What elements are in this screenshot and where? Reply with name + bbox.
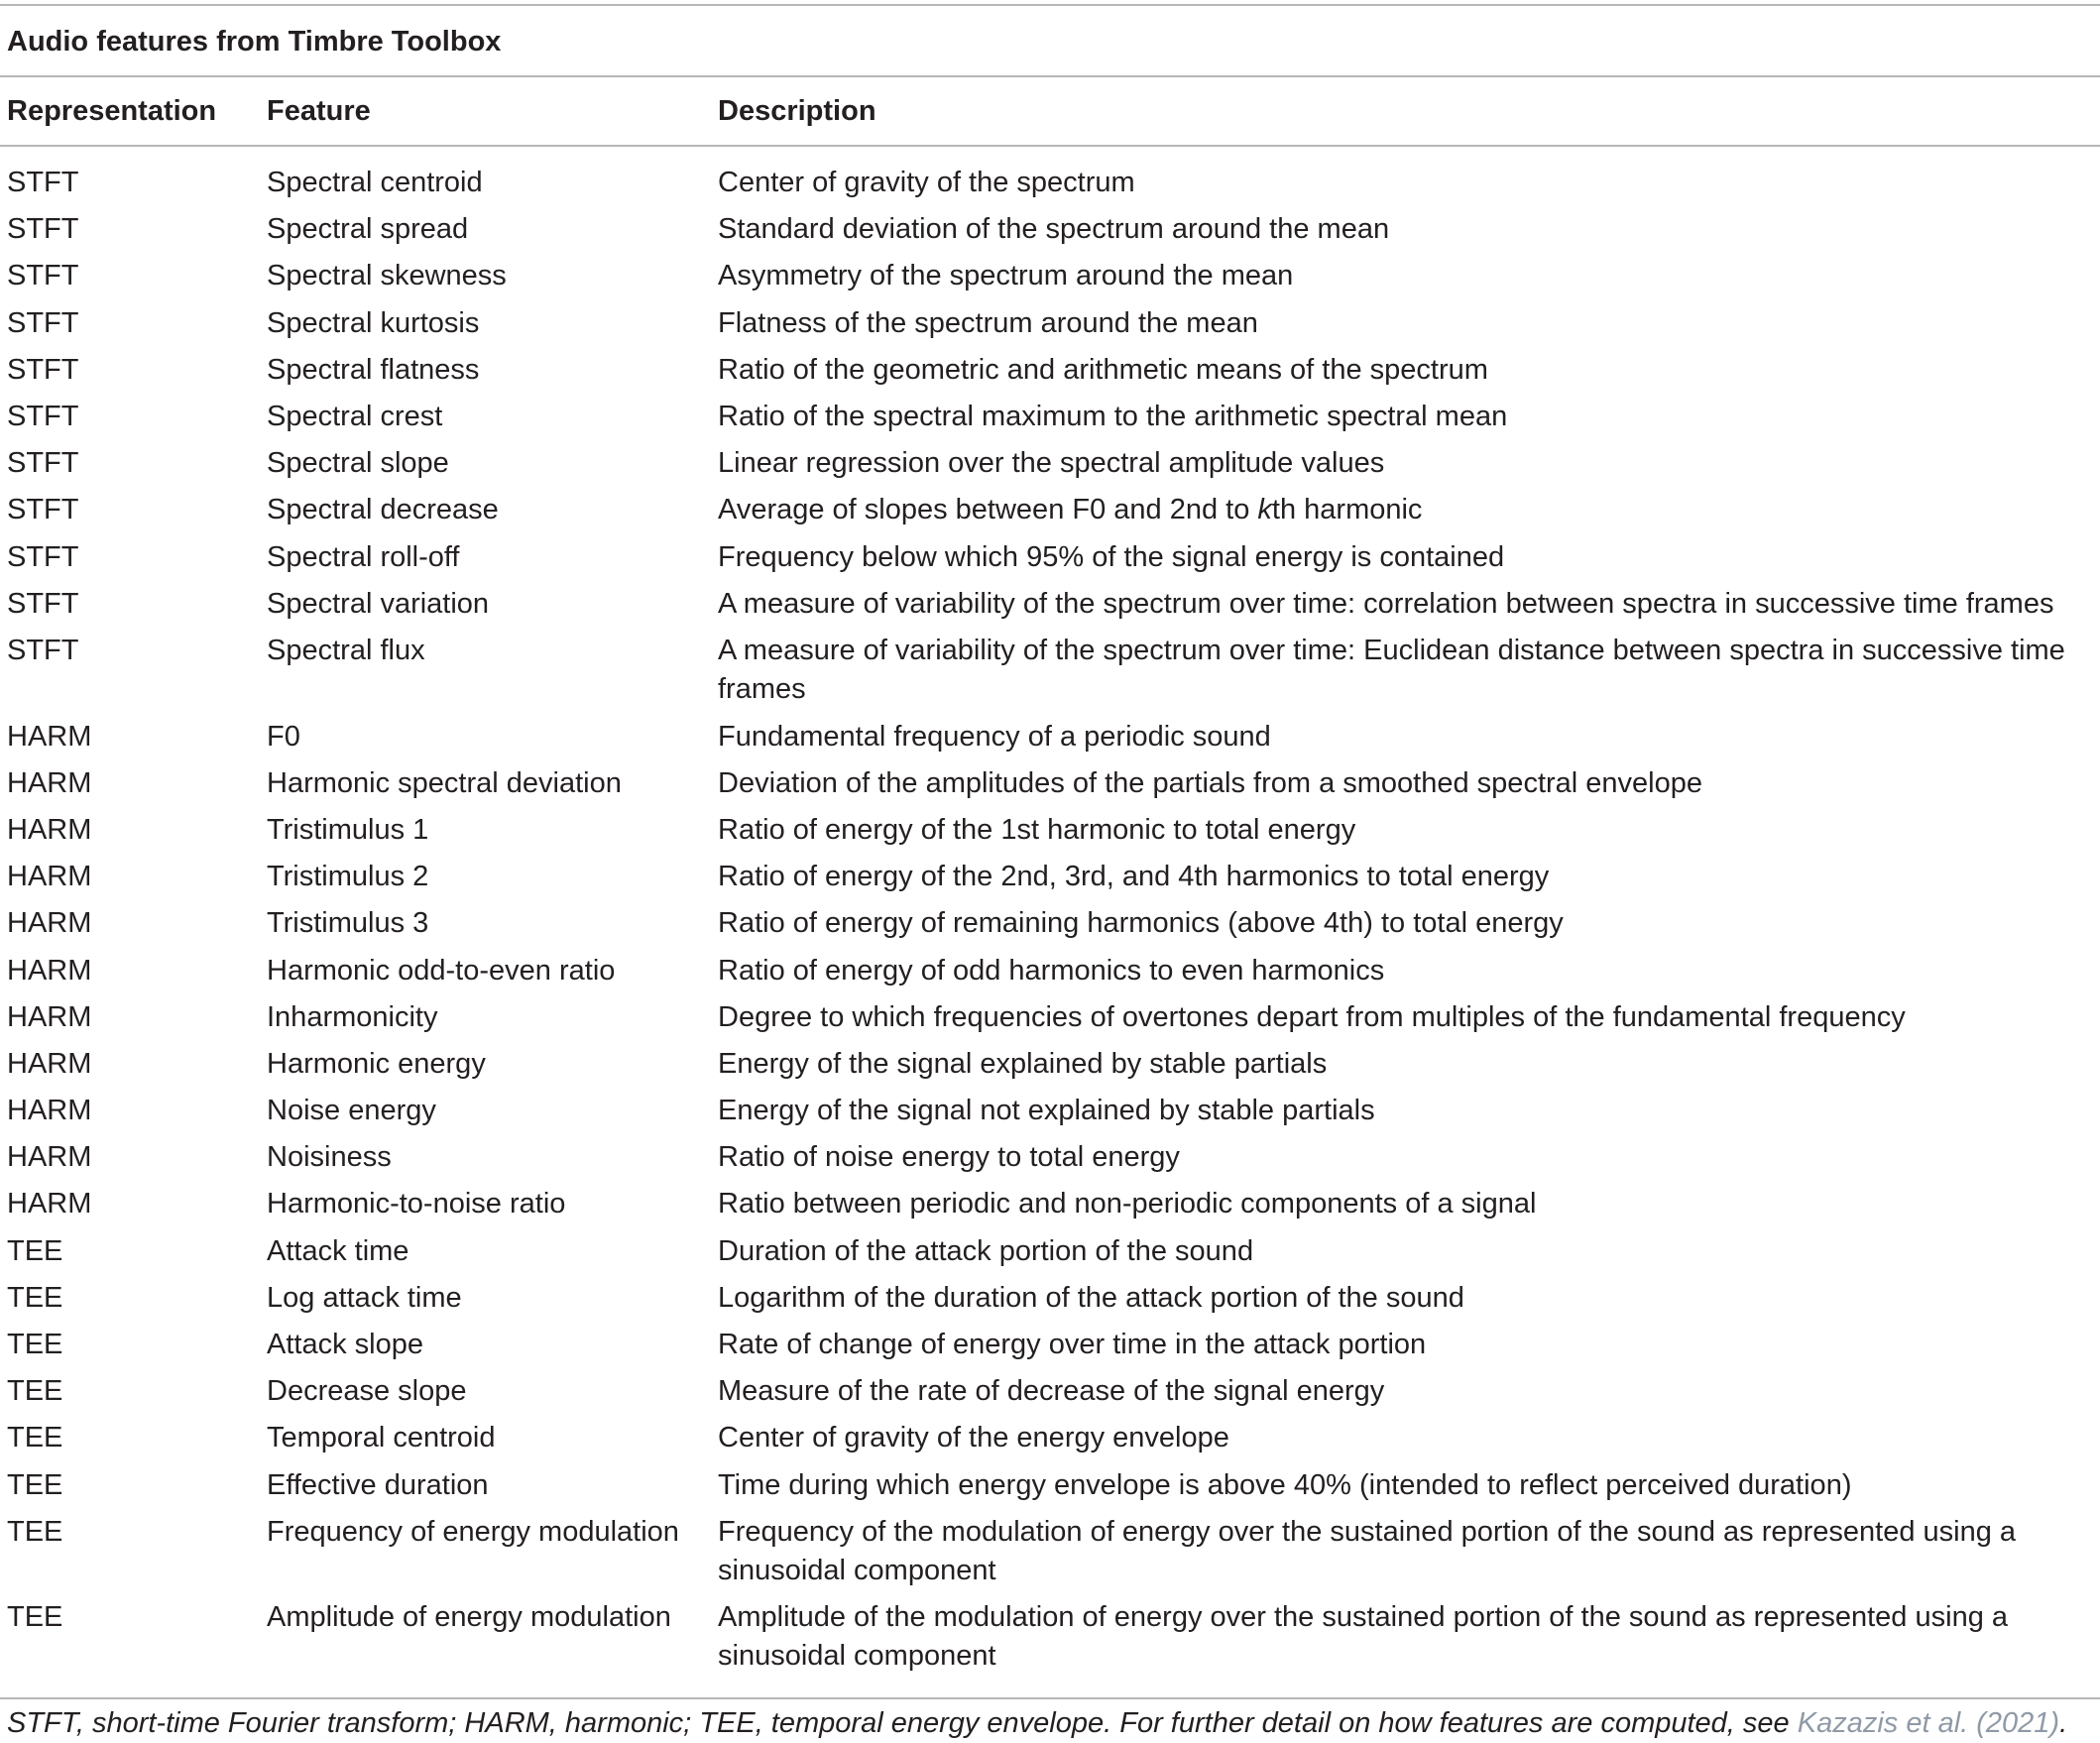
cell-representation: TEE bbox=[7, 1422, 63, 1454]
header-representation: Representation bbox=[7, 95, 217, 127]
cell-description: Center of gravity of the energy envelope bbox=[718, 1422, 1229, 1454]
cell-representation: HARM bbox=[7, 813, 92, 846]
citation-link[interactable]: Kazazis et al. (2021) bbox=[1797, 1707, 2060, 1739]
table-row bbox=[0, 304, 2100, 351]
cell-representation: TEE bbox=[7, 1468, 63, 1501]
table-row bbox=[0, 538, 2100, 585]
table-row bbox=[0, 351, 2100, 398]
table-row bbox=[0, 811, 2100, 858]
table-row bbox=[0, 257, 2100, 303]
footnote-text: STFT, short-time Fourier transform; HARM, harmonic; TEE, temporal energy envelope. For further detail on how features are computed, see bbox=[7, 1707, 1798, 1739]
table-row bbox=[0, 444, 2100, 491]
table-row bbox=[0, 1279, 2100, 1326]
table-row bbox=[0, 1185, 2100, 1231]
table-row bbox=[0, 998, 2100, 1045]
table-body bbox=[0, 164, 2100, 1685]
cell-feature: Noise energy bbox=[267, 1095, 436, 1127]
cell-representation: HARM bbox=[7, 766, 92, 799]
cell-representation: STFT bbox=[7, 167, 79, 198]
cell-representation: STFT bbox=[7, 587, 79, 620]
cell-feature: Spectral kurtosis bbox=[267, 306, 480, 339]
cell-feature: F0 bbox=[267, 720, 300, 753]
cell-description: Ratio of noise energy to total energy bbox=[718, 1141, 1180, 1174]
table-footnote bbox=[7, 1705, 2067, 1741]
cell-representation: HARM bbox=[7, 907, 92, 940]
cell-representation: TEE bbox=[7, 1375, 63, 1408]
cell-feature: Spectral slope bbox=[267, 447, 449, 480]
cell-feature: Harmonic odd-to-even ratio bbox=[267, 954, 616, 987]
cell-representation: STFT bbox=[7, 540, 79, 573]
cell-description: A measure of variability of the spectrum over time: correlation between spectra in successive time frames bbox=[718, 587, 2054, 620]
cell-representation: TEE bbox=[7, 1234, 63, 1267]
cell-representation: HARM bbox=[7, 1188, 92, 1220]
cell-feature: Spectral decrease bbox=[267, 494, 499, 526]
table-row bbox=[0, 632, 2100, 718]
cell-representation: HARM bbox=[7, 1141, 92, 1174]
cell-feature: Spectral crest bbox=[267, 400, 443, 432]
cell-description: Average of slopes between F0 and 2nd to kth harmonic bbox=[718, 494, 1423, 526]
cell-description: Linear regression over the spectral amplitude values bbox=[718, 447, 1385, 480]
header-feature: Feature bbox=[267, 95, 371, 127]
cell-description: Ratio of energy of odd harmonics to even harmonics bbox=[718, 954, 1385, 987]
table-row bbox=[0, 585, 2100, 632]
cell-description: Ratio of the geometric and arithmetic means of the spectrum bbox=[718, 353, 1488, 386]
cell-representation: HARM bbox=[7, 1000, 92, 1033]
table-row bbox=[0, 164, 2100, 210]
cell-description: Fundamental frequency of a periodic sound bbox=[718, 720, 1271, 753]
cell-representation: STFT bbox=[7, 447, 79, 480]
cell-description: Center of gravity of the spectrum bbox=[718, 167, 1135, 198]
table-row bbox=[0, 1419, 2100, 1465]
table-row bbox=[0, 210, 2100, 257]
table-row bbox=[0, 1138, 2100, 1185]
cell-description: Energy of the signal not explained by stable partials bbox=[718, 1095, 1375, 1127]
cell-feature: Inharmonicity bbox=[267, 1000, 438, 1033]
cell-representation: HARM bbox=[7, 720, 92, 753]
cell-feature: Harmonic energy bbox=[267, 1047, 486, 1080]
cell-description: Flatness of the spectrum around the mean bbox=[718, 306, 1258, 339]
table-row bbox=[0, 858, 2100, 904]
cell-representation: HARM bbox=[7, 861, 92, 893]
table-row bbox=[0, 904, 2100, 951]
table-row bbox=[0, 1045, 2100, 1092]
cell-description: Rate of change of energy over time in the attack portion bbox=[718, 1329, 1427, 1360]
cell-feature: Harmonic-to-noise ratio bbox=[267, 1188, 566, 1220]
cell-feature: Attack slope bbox=[267, 1329, 423, 1360]
table-row bbox=[0, 1326, 2100, 1372]
cell-description: Frequency below which 95% of the signal energy is contained bbox=[718, 540, 1505, 573]
cell-description: Ratio of energy of remaining harmonics (above 4th) to total energy bbox=[718, 907, 1564, 940]
cell-feature: Spectral skewness bbox=[267, 260, 507, 292]
table-row bbox=[0, 718, 2100, 764]
bottom-rule bbox=[0, 1697, 2100, 1699]
cell-feature: Effective duration bbox=[267, 1468, 489, 1501]
table-title: Audio features from Timbre Toolbox bbox=[7, 26, 502, 58]
cell-representation: TEE bbox=[7, 1281, 63, 1314]
cell-representation: HARM bbox=[7, 1047, 92, 1080]
table-row bbox=[0, 1466, 2100, 1513]
cell-feature: Spectral flatness bbox=[267, 353, 480, 386]
cell-feature: Spectral roll-off bbox=[267, 540, 460, 573]
table-row bbox=[0, 1513, 2100, 1599]
cell-description: Ratio of the spectral maximum to the arithmetic spectral mean bbox=[718, 400, 1508, 432]
cell-description: Measure of the rate of decrease of the signal energy bbox=[718, 1375, 1385, 1408]
title-rule bbox=[0, 75, 2100, 77]
cell-description: Amplitude of the modulation of energy over the sustained portion of the sound as represented using a sinusoidal component bbox=[718, 1601, 2009, 1673]
cell-feature: Spectral spread bbox=[267, 213, 469, 246]
header-description: Description bbox=[718, 95, 876, 127]
cell-feature: Harmonic spectral deviation bbox=[267, 766, 622, 799]
cell-feature: Frequency of energy modulation bbox=[267, 1515, 679, 1548]
cell-feature: Noisiness bbox=[267, 1141, 392, 1174]
italic-k: k bbox=[1257, 494, 1272, 526]
cell-description: Degree to which frequencies of overtones depart from multiples of the fundamental frequency bbox=[718, 1000, 1906, 1033]
table-row bbox=[0, 398, 2100, 444]
cell-representation: STFT bbox=[7, 260, 79, 292]
cell-representation: TEE bbox=[7, 1515, 63, 1548]
cell-description: Standard deviation of the spectrum around the mean bbox=[718, 213, 1390, 246]
cell-feature: Spectral flux bbox=[267, 634, 425, 666]
cell-feature: Temporal centroid bbox=[267, 1422, 496, 1454]
top-rule bbox=[0, 4, 2100, 6]
cell-feature: Tristimulus 1 bbox=[267, 813, 429, 846]
table-row bbox=[0, 764, 2100, 811]
table-row bbox=[0, 952, 2100, 998]
cell-representation: HARM bbox=[7, 1095, 92, 1127]
cell-description: Asymmetry of the spectrum around the mean bbox=[718, 260, 1294, 292]
table-row bbox=[0, 491, 2100, 537]
cell-feature: Tristimulus 2 bbox=[267, 861, 429, 893]
cell-feature: Decrease slope bbox=[267, 1375, 467, 1408]
cell-representation: STFT bbox=[7, 306, 79, 339]
cell-description: Energy of the signal explained by stable partials bbox=[718, 1047, 1328, 1080]
cell-feature: Attack time bbox=[267, 1234, 409, 1267]
header-rule bbox=[0, 145, 2100, 147]
cell-representation: TEE bbox=[7, 1329, 63, 1360]
footnote-end: . bbox=[2059, 1707, 2068, 1739]
cell-representation: TEE bbox=[7, 1601, 63, 1634]
cell-feature: Spectral variation bbox=[267, 587, 490, 620]
cell-representation: HARM bbox=[7, 954, 92, 987]
cell-description: Ratio between periodic and non-periodic components of a signal bbox=[718, 1188, 1537, 1220]
table-row bbox=[0, 1232, 2100, 1279]
cell-representation: STFT bbox=[7, 353, 79, 386]
table-row bbox=[0, 1372, 2100, 1419]
cell-description: Duration of the attack portion of the sound bbox=[718, 1234, 1254, 1267]
cell-description: Deviation of the amplitudes of the partials from a smoothed spectral envelope bbox=[718, 766, 1702, 799]
cell-description: Logarithm of the duration of the attack portion of the sound bbox=[718, 1281, 1464, 1314]
cell-feature: Amplitude of energy modulation bbox=[267, 1601, 671, 1634]
cell-representation: STFT bbox=[7, 400, 79, 432]
cell-representation: STFT bbox=[7, 494, 79, 526]
cell-feature: Tristimulus 3 bbox=[267, 907, 429, 940]
cell-feature: Log attack time bbox=[267, 1281, 462, 1314]
cell-description: A measure of variability of the spectrum over time: Euclidean distance between spectra in successive time frames bbox=[718, 634, 2065, 705]
table-row bbox=[0, 1092, 2100, 1138]
cell-feature: Spectral centroid bbox=[267, 167, 483, 198]
cell-representation: STFT bbox=[7, 634, 79, 666]
cell-description: Ratio of energy of the 1st harmonic to total energy bbox=[718, 813, 1356, 846]
cell-description: Ratio of energy of the 2nd, 3rd, and 4th harmonics to total energy bbox=[718, 861, 1550, 893]
cell-description: Time during which energy envelope is above 40% (intended to reflect perceived duration) bbox=[718, 1468, 1852, 1501]
cell-representation: STFT bbox=[7, 213, 79, 246]
table-row bbox=[0, 1598, 2100, 1685]
cell-description: Frequency of the modulation of energy over the sustained portion of the sound as represented using a sinusoidal component bbox=[718, 1515, 2017, 1586]
